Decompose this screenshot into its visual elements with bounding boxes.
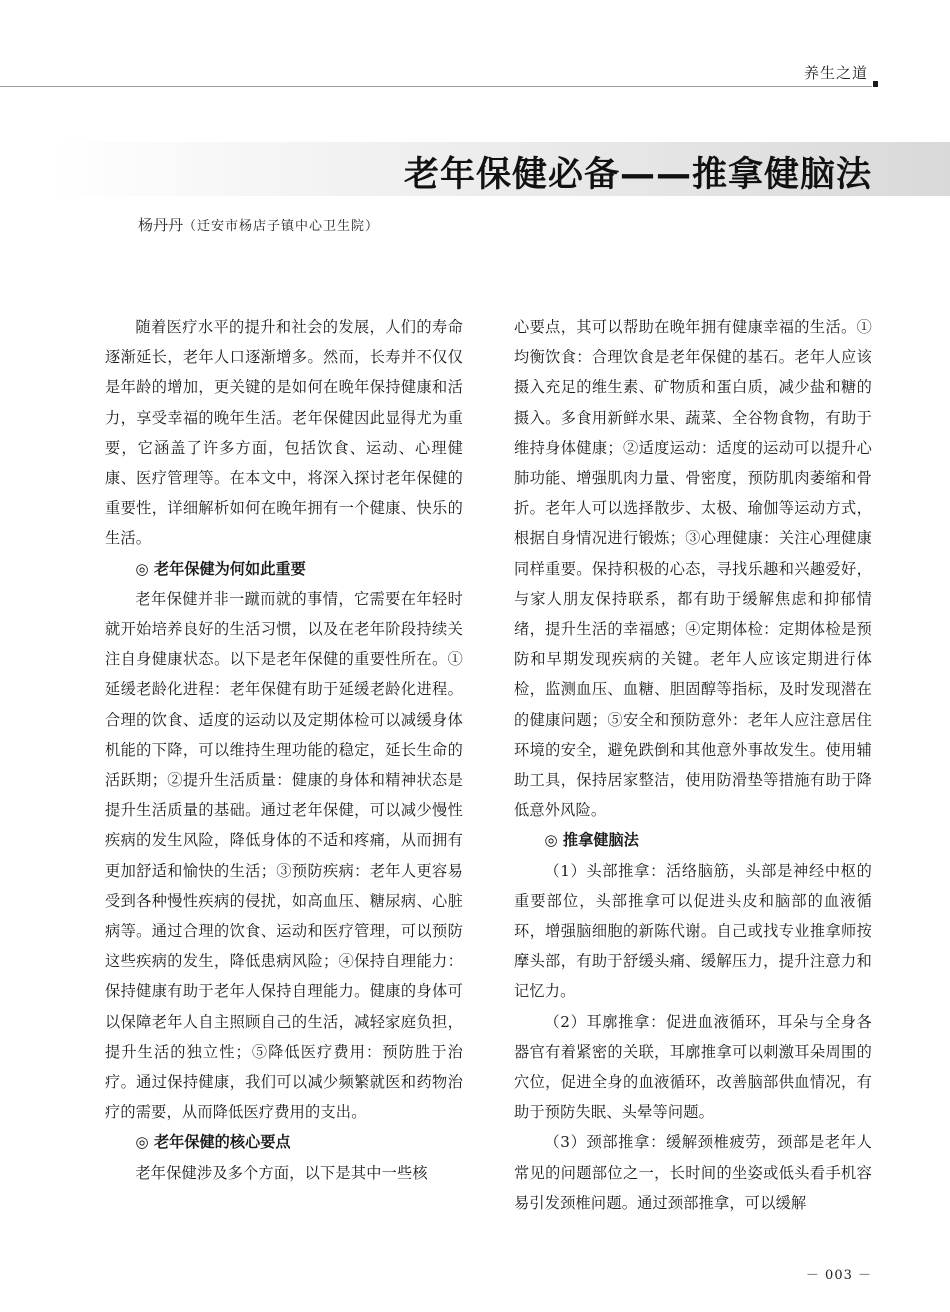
neck-massage-paragraph: （3）颈部推拿：缓解颈椎疲劳，颈部是老年人常见的问题部位之一，长时间的坐姿或低头看手机容易引发颈椎问题。通过颈部推拿，可以缓解 — [514, 1133, 872, 1212]
key-points-paragraph-continued: 心要点，其可以帮助在晚年拥有健康幸福的生活。①均衡饮食：合理饮食是老年保健的基石。老年人应该摄入充足的维生素、矿物质和蛋白质，减少盐和糖的摄入。多食用新鲜水果、蔬菜、全谷物食物，有助于维持身体健康；②适度运动：适度的运动可以提升心肺功能、增强肌肉力量、骨密度，预防肌肉萎缩和骨折。老年人可以选择散步、太极、瑜伽等运动方式，根据自身情况进行锻炼；③心理健康：关注心理健康同样重要。保持积极的心态，寻找乐趣和兴趣爱好，与家人朋友保持联系，都有助于缓解焦虑和抑郁情绪，提升生活的幸福感；④定期体检：定期体检是预防和早期发现疾病的关键。老年人应该定期进行体检，监测血压、血糖、胆固醇等指标，及时发现潜在的健康问题；⑤安全和预防意外：老年人应注意居住环境的安全，避免跌倒和其他意外事故发生。使用辅助工具，保持居家整洁，使用防滑垫等措施有助于降低意外风险。 — [514, 318, 872, 820]
head-massage-paragraph: （1）头部推拿：活络脑筋，头部是神经中枢的重要部位，头部推拿可以促进头皮和脑部的血液循环，增强脑细胞的新陈代谢。自己或找专业推拿师按摩头部，有助于舒缓头痛、缓解压力，提升注意力和记忆力。 — [514, 861, 872, 1001]
section-heading-massage: ◎ 推拿健脑法 — [544, 831, 639, 850]
section-heading-key-points: ◎ 老年保健的核心要点 — [135, 1133, 291, 1152]
section-marker-square — [873, 81, 878, 87]
key-points-paragraph-start: 老年保健涉及多个方面，以下是其中一些核 — [135, 1163, 428, 1182]
page-number: － 003 － — [805, 1268, 872, 1283]
section-label: 养生之道 — [803, 64, 868, 82]
byline — [138, 214, 379, 235]
intro-paragraph: 随着医疗水平的提升和社会的发展，人们的寿命逐渐延长，老年人口逐渐增多。然而，长寿并不仅仅是年龄的增加，更关键的是如何在晚年保持健康和活力，享受幸福的晚年生活。老年保健因此显得尤为重要，它涵盖了许多方面，包括饮食、运动、心理健康、医疗管理等。在本文中，将深入探讨老年保健的重要性，详细解析如何在晚年拥有一个健康、快乐的生活。 — [105, 318, 463, 548]
importance-paragraph: 老年保健并非一蹴而就的事情，它需要在年轻时就开始培养良好的生活习惯，以及在老年阶段持续关注自身健康状态。以下是老年保健的重要性所在。①延缓老龄化进程：老年保健有助于延缓老龄化进程。合理的饮食、适度的运动以及定期体检可以减缓身体机能的下降，可以维持生理功能的稳定，延长生命的活跃期；②提升生活质量：健康的身体和精神状态是提升生活质量的基础。通过老年保健，可以减少慢性疾病的发生风险，降低身体的不适和疼痛，从而拥有更加舒适和愉快的生活；③预防疾病：老年人更容易受到各种慢性疾病的侵扰，如高血压、糖尿病、心脏病等。通过合理的饮食、运动和医疗管理，可以预防这些疾病的发生，降低患病风险；④保持自理能力：保持健康有助于老年人保持自理能力。健康的身体可以保障老年人自主照顾自己的生活，减轻家庭负担，提升生活的独立性；⑤降低医疗费用：预防胜于治疗。通过保持健康，我们可以减少频繁就医和药物治疗的需要，从而降低医疗费用的支出。 — [105, 589, 463, 1122]
left-column — [105, 312, 463, 1188]
author-affiliation: （迁安市杨店子镇中心卫生院） — [183, 219, 380, 234]
ear-massage-paragraph: （2）耳廓推拿：促进血液循环，耳朵与全身各器官有着紧密的关联，耳廓推拿可以刺激耳朵周围的穴位，促进全身的血液循环，改善脑部供血情况，有助于预防失眠、头晕等问题。 — [514, 1012, 872, 1122]
section-heading-importance: ◎ 老年保健为何如此重要 — [135, 559, 306, 578]
article-title: 老年保健必备——推拿健脑法 — [403, 155, 872, 195]
author-name: 杨丹丹 — [138, 216, 184, 234]
header-rule — [0, 86, 872, 87]
right-column — [514, 312, 872, 1218]
